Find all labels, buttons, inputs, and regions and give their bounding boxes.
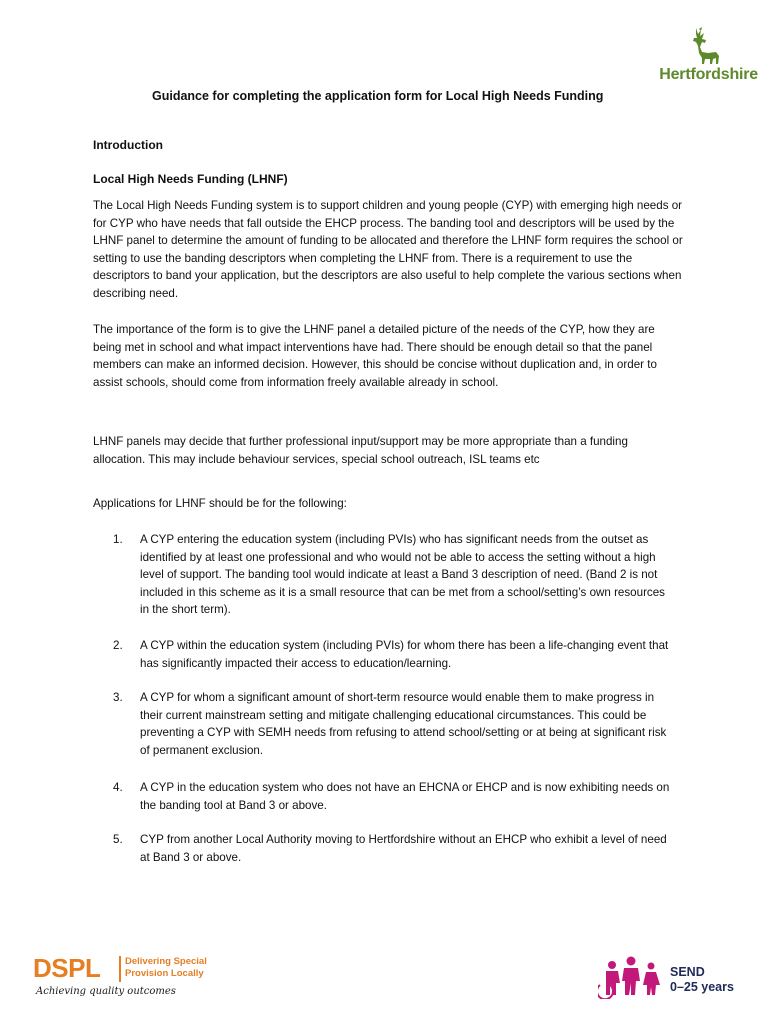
dspl-tagline — [125, 956, 207, 980]
dspl-tagline-line1: Delivering Special — [125, 956, 207, 967]
stag-icon — [688, 26, 728, 66]
send-line2: 0–25 years — [670, 980, 734, 994]
hertfordshire-wordmark: Hertfordshire — [659, 66, 758, 83]
paragraph: The importance of the form is to give the LHNF panel a detailed picture of the needs of the CYP, how they are being met in school and what impact interventions have had. There should be enough detail so that the panel members can make an informed decision. However, this should be concise without duplication and, in order to assist schools, should come from information freely available already in school. — [93, 323, 657, 389]
paragraph: The Local High Needs Funding system is to support children and young people (CYP) with emerging high needs or for CYP who have needs that fall outside the EHCP process. The banding tool and descriptors will be used by the LHNF panel to determine the amount of funding to be allocated and therefore the LHNF form requires the school or setting to use the banding descriptors when completing the LHNF from. There is a requirement to use the descriptors to band your application, but the descriptors are also useful to help complete the various sections when describing need. — [93, 199, 683, 300]
hertfordshire-logo — [636, 26, 756, 88]
paragraph: LHNF panels may decide that further professional input/support may be more appropriate than a funding allocation. This may include behaviour services, special school outreach, ISL teams etc — [93, 435, 628, 466]
send-logo — [598, 955, 748, 1001]
list-text: A CYP entering the education system (including PVIs) who has significant needs from the outset as identified by at least one professional and who would not be able to access the setting without a high level of support. The banding tool would indicate at least a Band 3 description of need. (Band 2 is not included in this scheme as it is a small resource that can be met from a school/setting’s own resources in the short term). — [140, 533, 665, 616]
list-number: 2. — [113, 639, 123, 652]
dspl-logo — [33, 953, 223, 1003]
introduction-heading: Introduction — [93, 138, 163, 152]
people-icon — [598, 955, 666, 999]
document-title: Guidance for completing the application form for Local High Needs Funding — [152, 89, 604, 103]
dspl-slogan: Achieving quality outcomes — [36, 986, 176, 997]
dspl-tagline-line2: Provision Locally — [125, 968, 204, 979]
dspl-divider — [119, 956, 121, 982]
dspl-wordmark: DSPL — [33, 953, 101, 983]
list-number: 5. — [113, 833, 123, 846]
list-number: 3. — [113, 691, 123, 704]
list-text: A CYP in the education system who does not have an EHCNA or EHCP and is now exhibiting needs on the banding tool at Band 3 or above. — [140, 781, 670, 812]
paragraph: Applications for LHNF should be for the following: — [93, 497, 347, 510]
list-number: 1. — [113, 533, 123, 546]
lhnf-heading: Local High Needs Funding (LHNF) — [93, 172, 288, 186]
list-text: CYP from another Local Authority moving to Hertfordshire without an EHCP who exhibit a level of need at Band 3 or above. — [140, 833, 667, 864]
list-text: A CYP for whom a significant amount of short-term resource would enable them to make progress in their current mainstream setting and mitigate challenging educational circumstances. This could be preventing a CYP with SEMH needs from refusing to attend school/setting or at being at significant risk of permanent exclusion. — [140, 691, 667, 757]
send-label — [670, 965, 734, 995]
list-number: 4. — [113, 781, 123, 794]
list-text: A CYP within the education system (including PVIs) for whom there has been a life-changing event that has significantly impacted their access to education/learning. — [140, 639, 669, 670]
send-line1: SEND — [670, 965, 705, 979]
